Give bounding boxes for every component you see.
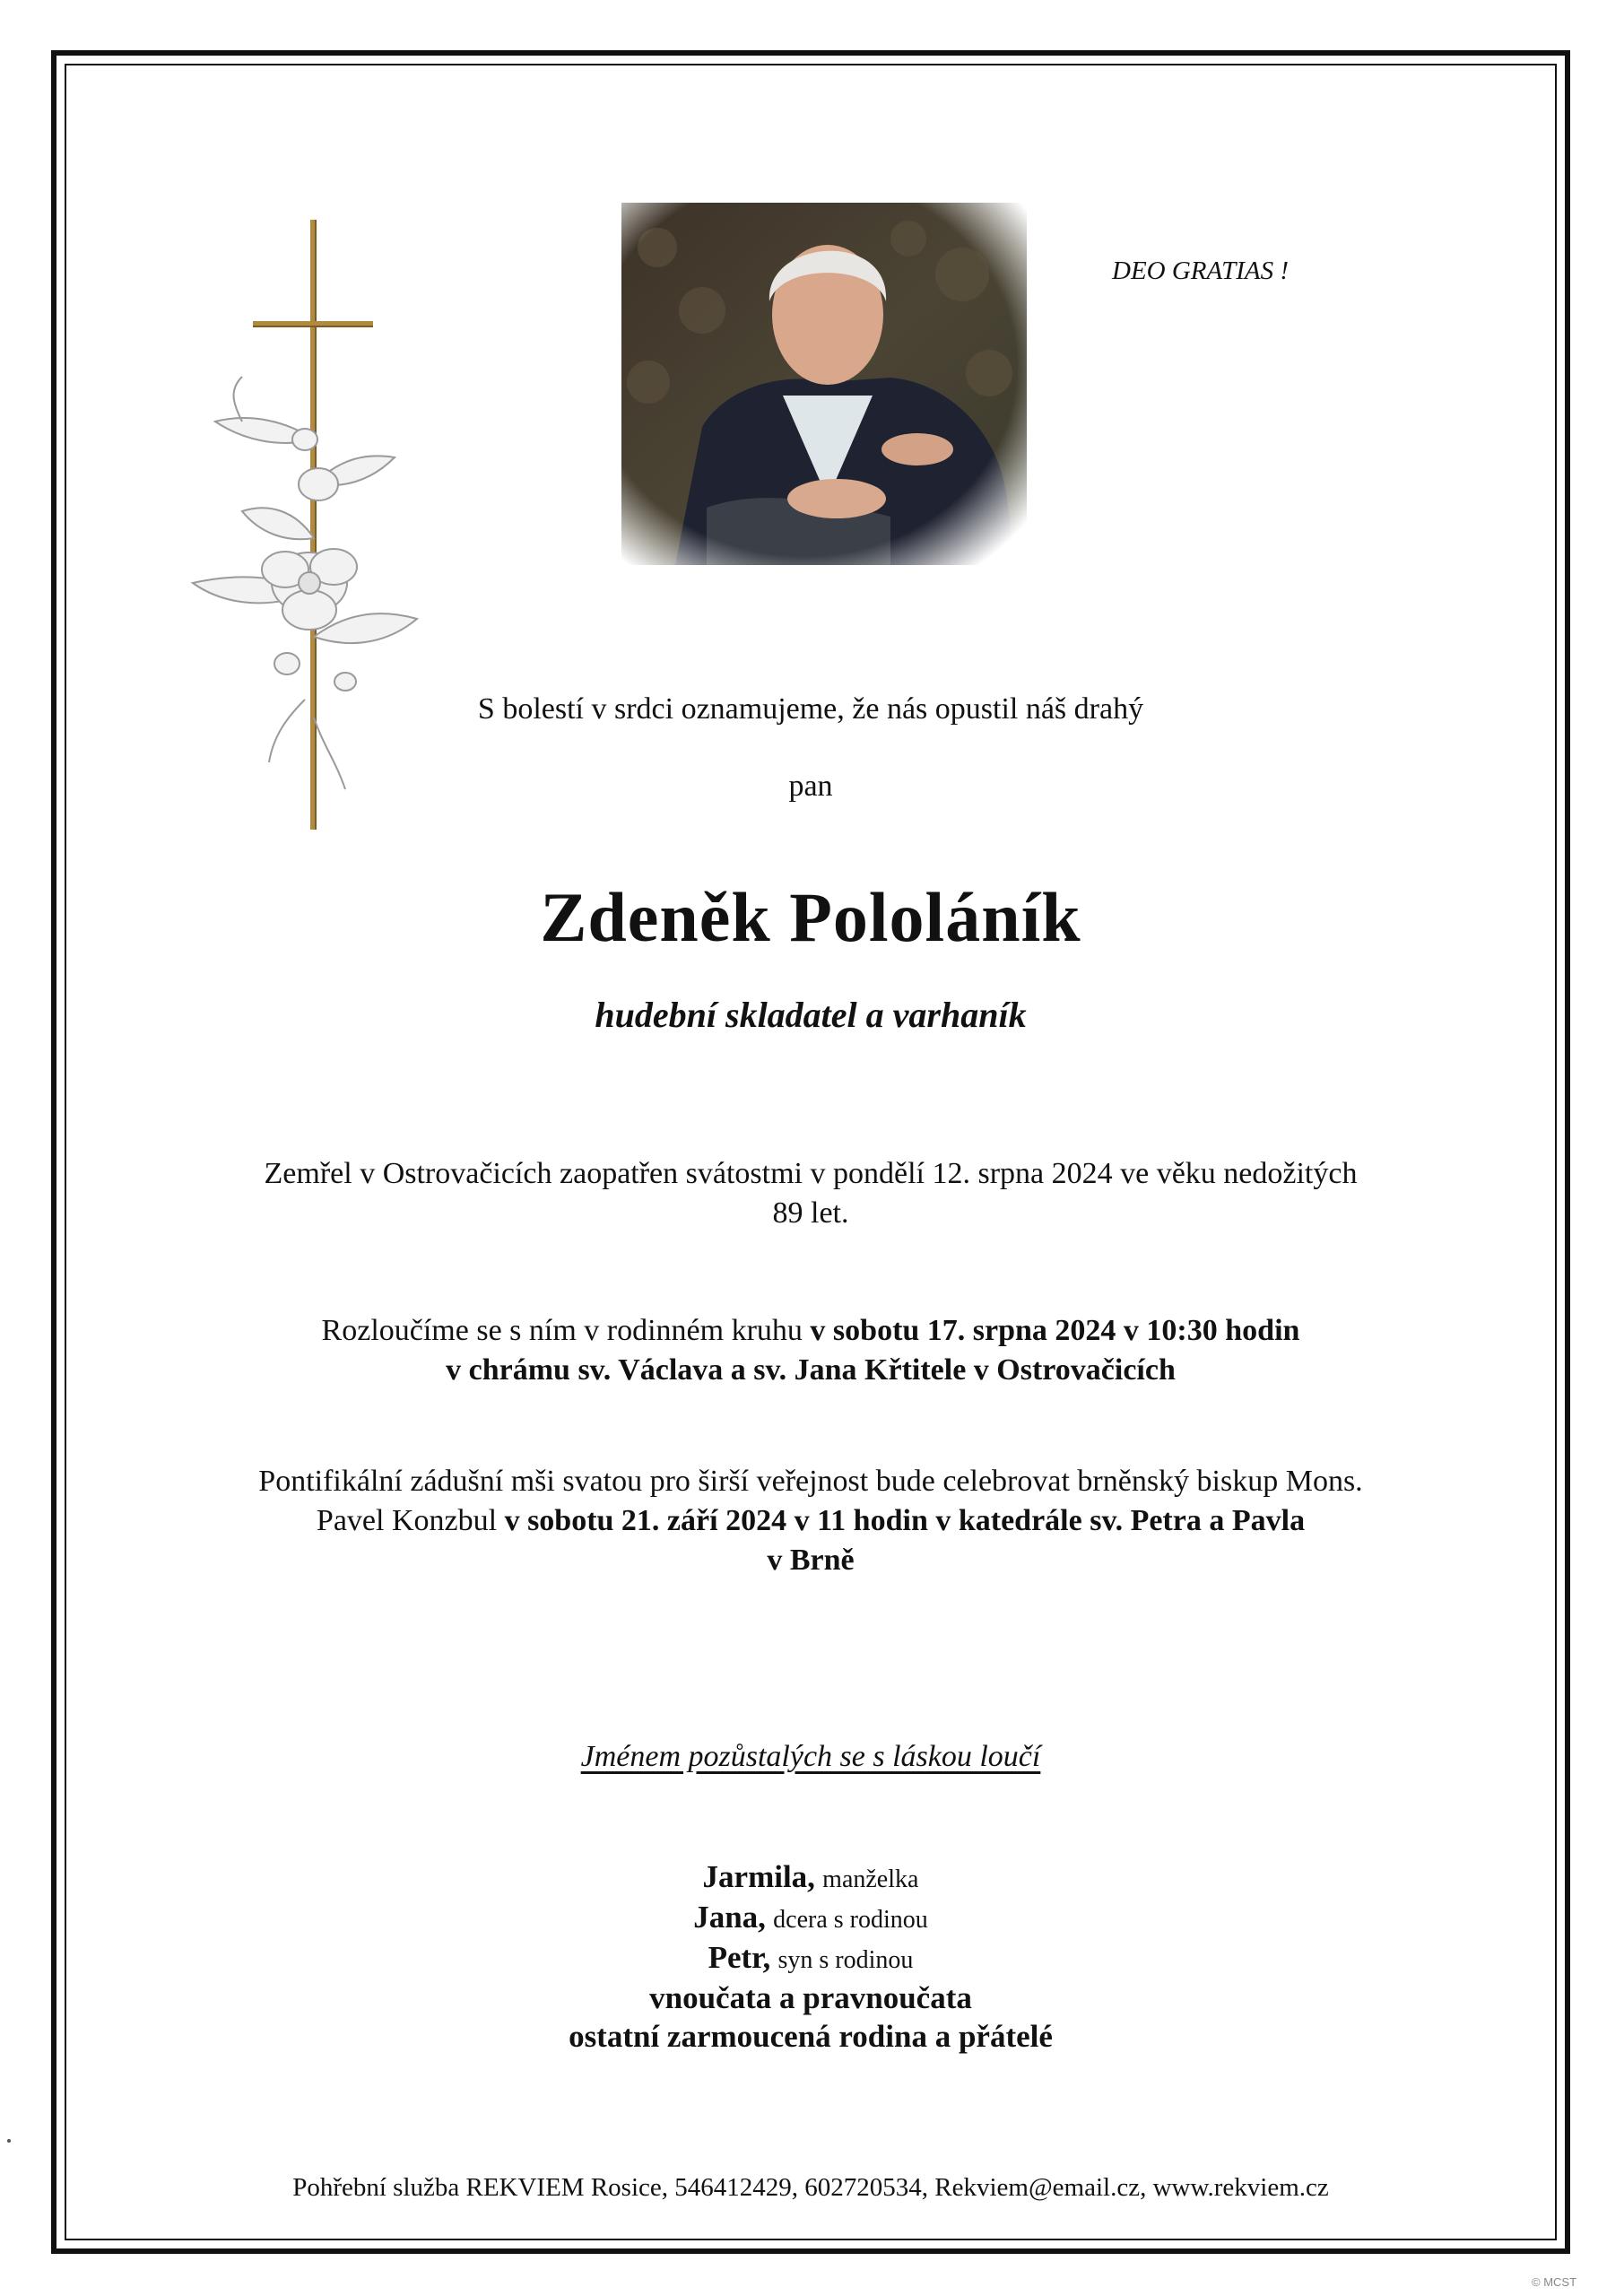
mourner-name: Petr, — [708, 1940, 771, 1975]
farewell-ceremony — [65, 1311, 1557, 1390]
honorific: pan — [788, 770, 833, 803]
mass-celebrant: Pavel Konzbul — [316, 1504, 498, 1537]
mourner-item — [65, 1979, 1557, 2018]
mourner-item — [65, 1858, 1557, 1899]
death-notice — [65, 1154, 1557, 1233]
ceremony-place: v chrámu sv. Václava a sv. Jana Křtitele v Ostrovačicích — [446, 1353, 1176, 1387]
death-line-2: 89 let. — [772, 1196, 849, 1230]
scan-speck — [7, 2139, 11, 2143]
mourner-item — [65, 2018, 1557, 2057]
ceremony-line-1 — [65, 1311, 1557, 1351]
occupation: hudební skladatel a varhaník — [595, 995, 1027, 1035]
ceremony-date: v sobotu 17. srpna 2024 v 10:30 hodin — [810, 1314, 1300, 1347]
portrait-photo — [621, 203, 1027, 565]
cross-with-flowers-icon — [179, 215, 430, 843]
mass-line-2 — [65, 1501, 1557, 1541]
motto: DEO GRATIAS ! — [1112, 257, 1290, 285]
mass-city: v Brně — [767, 1544, 855, 1577]
mass-line-3 — [65, 1541, 1557, 1580]
mourners-list — [65, 1858, 1557, 2057]
mourner-name: vnoučata a pravnoučata — [649, 1980, 972, 2015]
funeral-service-contact: Pohřební služba REKVIEM Rosice, 546412429, 602720534, Rekviem@email.cz, www.rekviem.cz — [292, 2173, 1329, 2202]
farewell-line — [65, 1740, 1557, 1774]
mourner-relation: manželka — [822, 1866, 919, 1893]
mass-line-1: Pontifikální zádušní mši svatou pro širší veřejnost bude celebrovat brněnský biskup Mons. — [258, 1465, 1363, 1498]
ceremony-prefix: Rozloučíme se s ním v rodinném kruhu — [321, 1314, 803, 1347]
watermark: © MCST — [1532, 2275, 1577, 2289]
mass-date-place: v sobotu 21. září 2024 v 11 hodin v katedrále sv. Petra a Pavla — [504, 1504, 1306, 1537]
farewell-text: Jménem pozůstalých se s láskou loučí — [580, 1740, 1041, 1773]
mourner-item — [65, 1939, 1557, 1979]
mourner-relation: syn s rodinou — [777, 1946, 914, 1974]
mourner-relation: dcera s rodinou — [773, 1906, 928, 1934]
ceremony-line-2 — [65, 1351, 1557, 1390]
deceased-name: Zdeněk Pololáník — [540, 878, 1081, 956]
mourner-name: Jana, — [693, 1900, 766, 1935]
mourner-name: Jarmila, — [702, 1859, 815, 1894]
memorial-mass — [65, 1462, 1557, 1580]
mourner-name: ostatní zarmoucená rodina a přátelé — [569, 2019, 1053, 2054]
mourner-item — [65, 1899, 1557, 1939]
death-line-1: Zemřel v Ostrovačicích zaopatřen svátostmi v pondělí 12. srpna 2024 ve věku nedožitých — [264, 1157, 1358, 1190]
announcement-intro: S bolestí v srdci oznamujeme, že nás opustil náš drahý — [477, 692, 1144, 726]
